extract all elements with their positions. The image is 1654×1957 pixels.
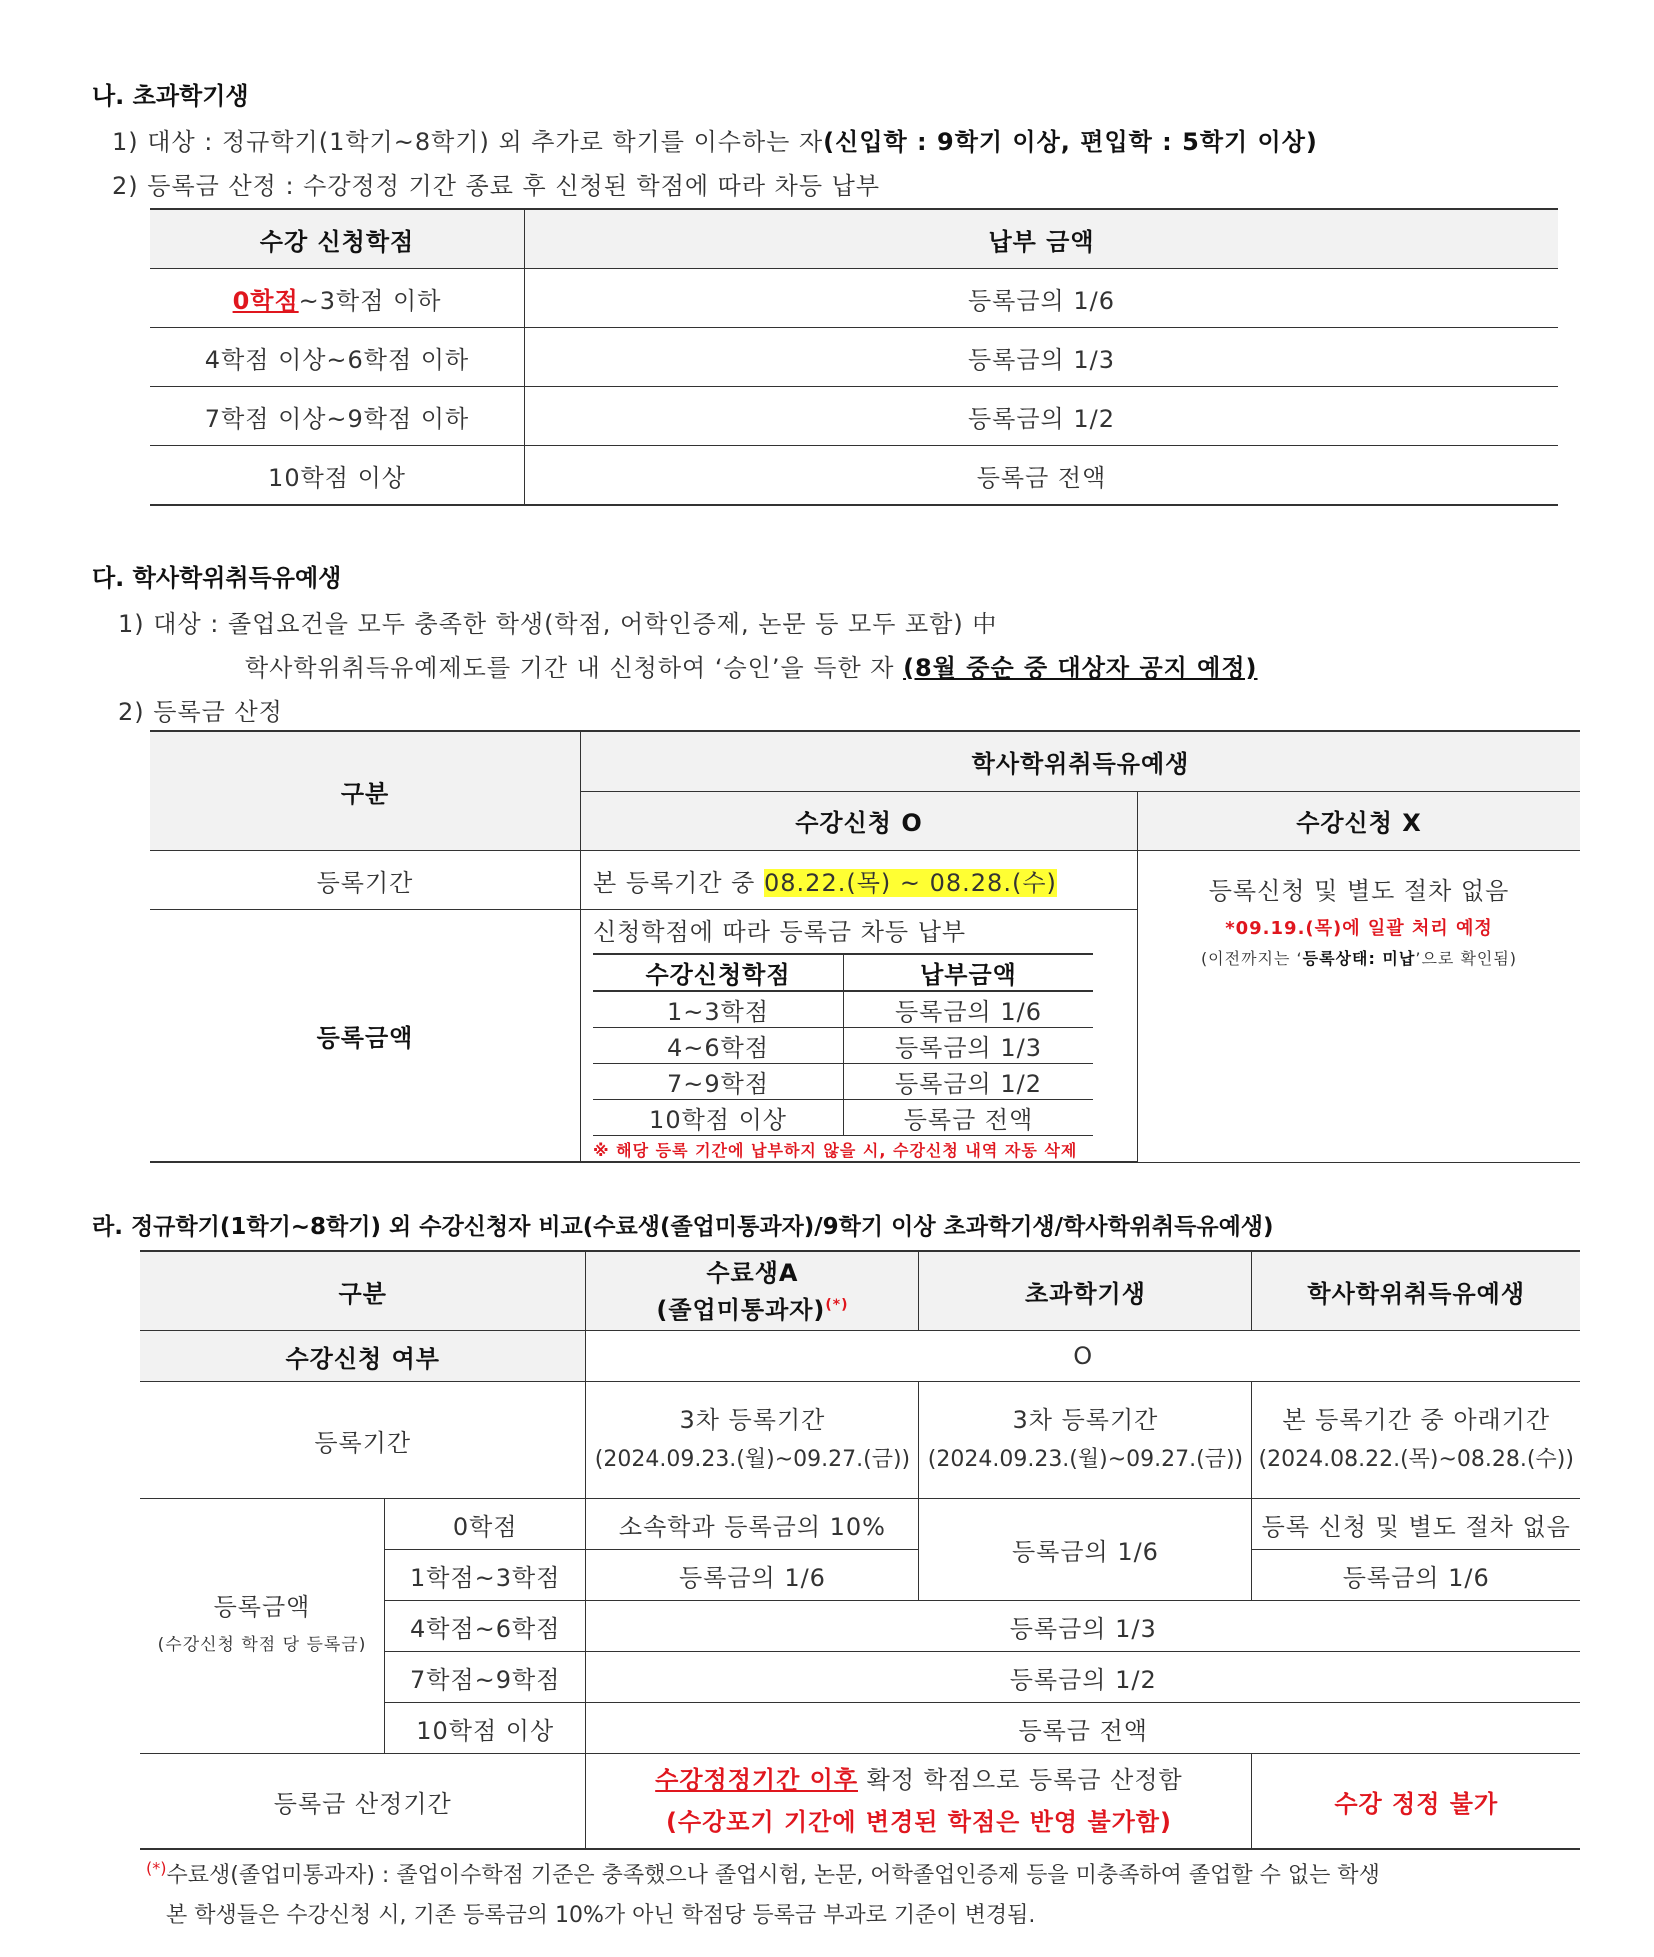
section-na-item1 xyxy=(112,122,1318,157)
period-col3-line2: (2024.08.22.(목)~08.28.(수)) xyxy=(1258,1447,1574,1472)
c0-col1: 소속학과 등록금의 10% xyxy=(586,1499,919,1550)
table-row xyxy=(140,1754,1580,1850)
table-row xyxy=(150,328,1558,387)
calc-label: 등록금 산정기간 xyxy=(140,1754,586,1850)
inner-amount: 등록금의 1/2 xyxy=(844,1064,1094,1100)
header-col1-line2-text: (졸업미통과자) xyxy=(656,1295,826,1324)
section-da-item2: 2) 등록금 산정 xyxy=(118,698,283,726)
period-col1-line1: 3차 등록기간 xyxy=(679,1406,826,1434)
section-da-item1: 1) 대상 : 졸업요건을 모두 충족한 학생(학점, 어학인증제, 논문 등 모두 포함) 中 xyxy=(118,610,998,638)
enroll-x-cell xyxy=(1138,851,1581,1163)
note2-post: ’으로 확인됨) xyxy=(1415,949,1518,968)
header-group: 학사학위취득유예생 xyxy=(581,731,1581,791)
period-col1-line2: (2024.09.23.(월)~09.27.(금)) xyxy=(594,1447,911,1472)
calc-rest: 확정 학점으로 등록금 산정함 xyxy=(858,1766,1183,1794)
amount-label: 등록금액 xyxy=(213,1593,311,1621)
zero-credit-highlight: 0학점 xyxy=(232,286,299,315)
section-da-title: 다. 학사학위취득유예생 xyxy=(92,564,342,592)
amount-cell: 등록금의 1/6 xyxy=(525,269,1559,328)
amount-sub: (수강신청 학점 당 등록금) xyxy=(157,1635,367,1655)
footnote-sup: (*) xyxy=(146,1858,167,1878)
period-col3-line1: 본 등록기간 중 아래기간 xyxy=(1282,1406,1551,1434)
period-highlight: 08.22.(목) ~ 08.28.(수) xyxy=(764,868,1057,897)
amount-note: ※ 해당 등록 기간에 납부하지 않을 시, 수강신청 내역 자동 삭제 xyxy=(593,1141,1078,1160)
c4-all: 등록금 전액 xyxy=(586,1703,1580,1754)
table-row xyxy=(140,1499,1580,1550)
inner-credits: 10학점 이상 xyxy=(593,1100,844,1136)
table-header-row xyxy=(150,209,1558,269)
footnote-line1-text: 수료생(졸업미통과자) : 졸업이수학점 기준은 충족했으나 졸업시험, 논문, 어학졸업인증제 등을 미충족하여 졸업할 수 없는 학생 xyxy=(166,1863,1380,1888)
header-credits: 수강 신청학점 xyxy=(150,209,525,269)
table-row xyxy=(150,269,1558,328)
period-col2-line2: (2024.09.23.(월)~09.27.(금)) xyxy=(927,1447,1244,1472)
calc-value xyxy=(586,1754,1252,1850)
comparison-table xyxy=(140,1250,1580,1850)
footnote-line1 xyxy=(146,1858,1380,1889)
amount-label-cell xyxy=(140,1499,385,1754)
excess-semester-fee-table xyxy=(150,208,1558,506)
header-enroll-o: 수강신청 O xyxy=(581,791,1138,851)
header-deferral: 학사학위취득유예생 xyxy=(1252,1251,1580,1331)
section-ra-title: 라. 정규학기(1학기~8학기) 외 수강신청자 비교(수료생(졸업미통과자)/9학기 이상 초과학기생/학사학위취득유예생) xyxy=(92,1214,1274,1240)
table-row xyxy=(150,387,1558,446)
footnote-marker: (*) xyxy=(825,1296,849,1313)
c01-col2: 등록금의 1/6 xyxy=(919,1499,1252,1601)
period-value xyxy=(581,851,1138,910)
header-completion-student xyxy=(586,1251,919,1331)
note2-bold: 등록상태: 미납 xyxy=(1302,949,1416,968)
header-col1-line2 xyxy=(586,1289,918,1326)
period-col2-line1: 3차 등록기간 xyxy=(1012,1406,1159,1434)
period-col2 xyxy=(919,1382,1252,1499)
deferral-fee-table xyxy=(150,730,1580,1163)
table-row xyxy=(140,1331,1580,1382)
section-da-item1-bold: (8월 중순 중 대상자 공지 예정) xyxy=(903,654,1258,682)
period-prefix: 본 등록기간 중 xyxy=(593,868,764,897)
period-label: 등록기간 xyxy=(150,851,581,910)
amount-cell xyxy=(581,910,1138,1163)
c2-all: 등록금의 1/3 xyxy=(586,1601,1580,1652)
inner-row xyxy=(593,1100,1093,1136)
inner-amount: 등록금의 1/6 xyxy=(844,991,1094,1028)
inner-amount: 등록금 전액 xyxy=(844,1100,1094,1136)
inner-header-amount: 납부금액 xyxy=(844,954,1094,991)
credits-cell: 7학점 이상~9학점 이하 xyxy=(150,387,525,446)
inner-header-credits: 수강신청학점 xyxy=(593,954,844,991)
header-gubun: 구분 xyxy=(140,1251,586,1331)
credit-3: 7학점~9학점 xyxy=(385,1652,586,1703)
credits-cell: 4학점 이상~6학점 이하 xyxy=(150,328,525,387)
enroll-x-note1: *09.19.(목)에 일괄 처리 예정 xyxy=(1225,918,1493,939)
inner-credits: 4~6학점 xyxy=(593,1028,844,1064)
table-row xyxy=(150,851,1580,910)
table-header-row xyxy=(150,731,1580,791)
inner-credits: 7~9학점 xyxy=(593,1064,844,1100)
amount-label: 등록금액 xyxy=(150,910,581,1163)
calc-line1 xyxy=(586,1759,1251,1801)
amount-cell: 등록금의 1/3 xyxy=(525,328,1559,387)
credits-cell: 10학점 이상 xyxy=(150,446,525,506)
header-gubun: 구분 xyxy=(150,731,581,851)
enroll-x-main: 등록신청 및 별도 절차 없음 xyxy=(1208,877,1510,905)
section-na-item2: 2) 등록금 산정 : 수강정정 기간 종료 후 신청된 학점에 따라 차등 납부 xyxy=(112,172,881,200)
calc-col3: 수강 정정 불가 xyxy=(1252,1754,1580,1850)
section-na-title: 나. 초과학기생 xyxy=(92,82,249,110)
period-col1 xyxy=(586,1382,919,1499)
amount-intro: 신청학점에 따라 등록금 차등 납부 xyxy=(593,918,967,946)
header-col1-line1: 수료생A xyxy=(706,1258,799,1287)
calc-line2: (수강포기 기간에 변경된 학점은 반영 불가함) xyxy=(665,1808,1172,1836)
amount-cell: 등록금 전액 xyxy=(525,446,1559,506)
section-na-item1-bold: (신입학 : 9학기 이상, 편입학 : 5학기 이상) xyxy=(823,128,1318,156)
footnote-line2: 본 학생들은 수강신청 시, 기존 등록금의 10%가 아닌 학점당 등록금 부과로 기준이 변경됨. xyxy=(166,1903,1036,1928)
table-header-row xyxy=(140,1251,1580,1331)
header-amount: 납부 금액 xyxy=(525,209,1559,269)
note2-pre: (이전까지는 ‘ xyxy=(1200,949,1303,968)
inner-row xyxy=(593,991,1093,1028)
calc-red: 수강정정기간 이후 xyxy=(655,1766,858,1794)
inner-credit-table xyxy=(593,953,1093,1136)
c1-col3: 등록금의 1/6 xyxy=(1252,1550,1580,1601)
header-enroll-x: 수강신청 X xyxy=(1138,791,1581,851)
credit-2: 4학점~6학점 xyxy=(385,1601,586,1652)
header-excess-semester: 초과학기생 xyxy=(919,1251,1252,1331)
inner-row xyxy=(593,1028,1093,1064)
inner-amount: 등록금의 1/3 xyxy=(844,1028,1094,1064)
section-da-item1-line2 xyxy=(245,648,1258,683)
section-da-item1-line2-text: 학사학위취득유예제도를 기간 내 신청하여 ‘승인’을 득한 자 xyxy=(245,654,904,682)
enroll-x-note2 xyxy=(1138,946,1580,969)
credits-cell xyxy=(150,269,525,328)
inner-credits: 1~3학점 xyxy=(593,991,844,1028)
enroll-value: O xyxy=(586,1331,1580,1382)
enroll-label: 수강신청 여부 xyxy=(140,1331,586,1382)
credit-0: 0학점 xyxy=(385,1499,586,1550)
inner-header-row xyxy=(593,954,1093,991)
period-col3 xyxy=(1252,1382,1580,1499)
table-row xyxy=(150,446,1558,506)
period-label: 등록기간 xyxy=(140,1382,586,1499)
table-row xyxy=(140,1382,1580,1499)
section-na-item1-text: 1) 대상 : 정규학기(1학기~8학기) 외 추가로 학기를 이수하는 자 xyxy=(112,128,824,156)
inner-row xyxy=(593,1064,1093,1100)
c1-col1: 등록금의 1/6 xyxy=(586,1550,919,1601)
credits-rest: ~3학점 이하 xyxy=(298,286,442,315)
credit-1: 1학점~3학점 xyxy=(385,1550,586,1601)
c3-all: 등록금의 1/2 xyxy=(586,1652,1580,1703)
amount-cell: 등록금의 1/2 xyxy=(525,387,1559,446)
credit-4: 10학점 이상 xyxy=(385,1703,586,1754)
c0-col3: 등록 신청 및 별도 절차 없음 xyxy=(1252,1499,1580,1550)
